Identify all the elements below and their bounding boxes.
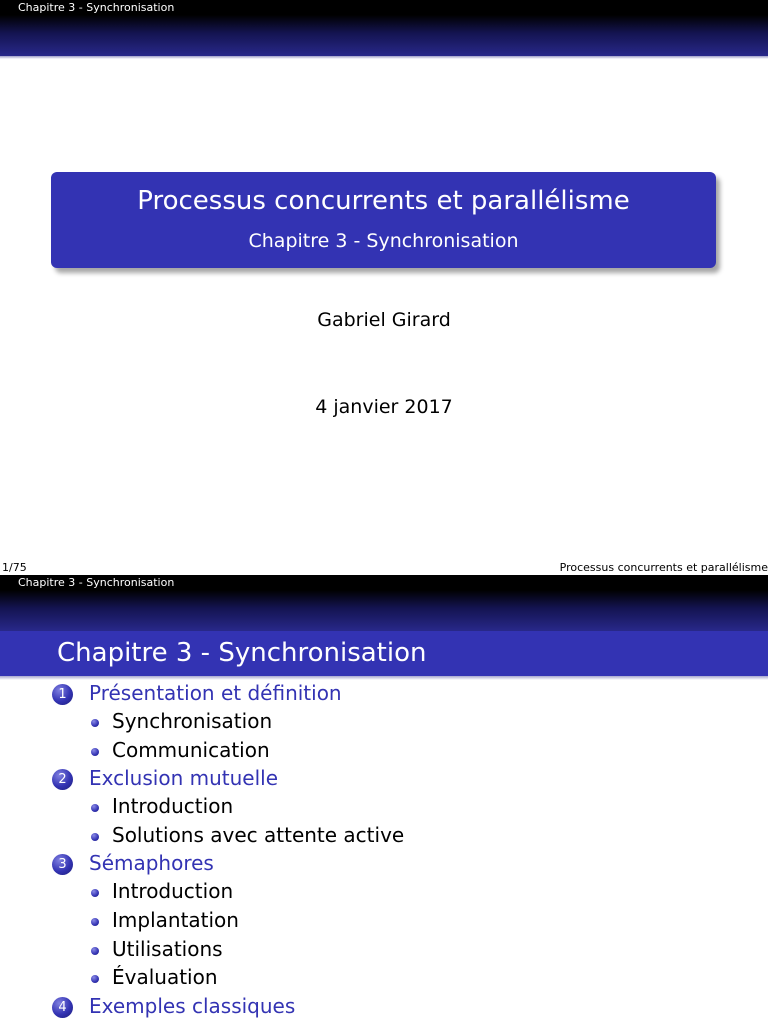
toc-section[interactable] bbox=[52, 681, 752, 709]
toc-subsection[interactable] bbox=[52, 738, 752, 767]
subsection-title: Implantation bbox=[112, 907, 239, 932]
subsection-title: Évaluation bbox=[112, 965, 218, 990]
headline-text: Chapitre 3 - Synchronisation bbox=[18, 576, 175, 589]
slide-footer bbox=[0, 561, 768, 575]
presentation-title: Processus concurrents et parallélisme bbox=[137, 186, 630, 216]
headline-text: Chapitre 3 - Synchronisation bbox=[18, 1, 175, 14]
section-title: Exclusion mutuelle bbox=[89, 766, 278, 791]
header-band-edge bbox=[0, 56, 768, 59]
toc-subsection[interactable] bbox=[52, 879, 752, 908]
section-title: Sémaphores bbox=[89, 851, 214, 876]
header-band bbox=[0, 15, 768, 56]
subsection-title: Utilisations bbox=[112, 936, 223, 961]
toc-subsection[interactable] bbox=[52, 794, 752, 823]
subsection-title: Introduction bbox=[112, 794, 234, 819]
toc-subsection[interactable] bbox=[52, 908, 752, 937]
toc-section[interactable] bbox=[52, 766, 752, 794]
bullet-icon bbox=[91, 889, 99, 897]
subsection-title: Introduction bbox=[112, 879, 234, 904]
frame-title-bar bbox=[0, 631, 768, 676]
outline-slide bbox=[0, 575, 768, 1024]
bullet-icon bbox=[91, 719, 99, 727]
page-number: 1/75 bbox=[2, 561, 27, 574]
table-of-contents bbox=[52, 681, 752, 1022]
bullet-icon bbox=[91, 918, 99, 926]
slide-headline bbox=[0, 0, 768, 15]
bullet-icon bbox=[91, 975, 99, 983]
frame-title-edge bbox=[0, 676, 768, 680]
header-band bbox=[0, 590, 768, 631]
subsection-title: Communication bbox=[112, 737, 270, 762]
bullet-icon bbox=[91, 748, 99, 756]
section-number-ball: 3 bbox=[52, 854, 73, 875]
subsection-title: Synchronisation bbox=[112, 709, 273, 733]
section-title: Présentation et définition bbox=[89, 681, 342, 705]
toc-subsection[interactable] bbox=[52, 709, 752, 738]
toc-section[interactable] bbox=[52, 851, 752, 879]
section-number-ball: 1 bbox=[52, 684, 73, 705]
toc-subsection[interactable] bbox=[52, 965, 752, 994]
author: Gabriel Girard bbox=[317, 309, 451, 331]
slide-headline bbox=[0, 575, 768, 590]
section-title: Exemples classiques bbox=[89, 993, 296, 1018]
toc-subsection[interactable] bbox=[52, 937, 752, 966]
subsection-title: Solutions avec attente active bbox=[112, 822, 405, 847]
footer-title: Processus concurrents et parallélisme bbox=[559, 561, 768, 574]
bullet-icon bbox=[91, 804, 99, 812]
title-box bbox=[51, 172, 716, 268]
date: 4 janvier 2017 bbox=[315, 396, 453, 418]
toc-section[interactable] bbox=[52, 994, 752, 1022]
frame-title: Chapitre 3 - Synchronisation bbox=[57, 638, 427, 668]
section-number-ball: 2 bbox=[52, 769, 73, 790]
section-number-ball: 4 bbox=[52, 997, 73, 1018]
toc-subsection[interactable] bbox=[52, 823, 752, 852]
bullet-icon bbox=[91, 947, 99, 955]
presentation-subtitle: Chapitre 3 - Synchronisation bbox=[248, 230, 519, 252]
bullet-icon bbox=[91, 833, 99, 841]
